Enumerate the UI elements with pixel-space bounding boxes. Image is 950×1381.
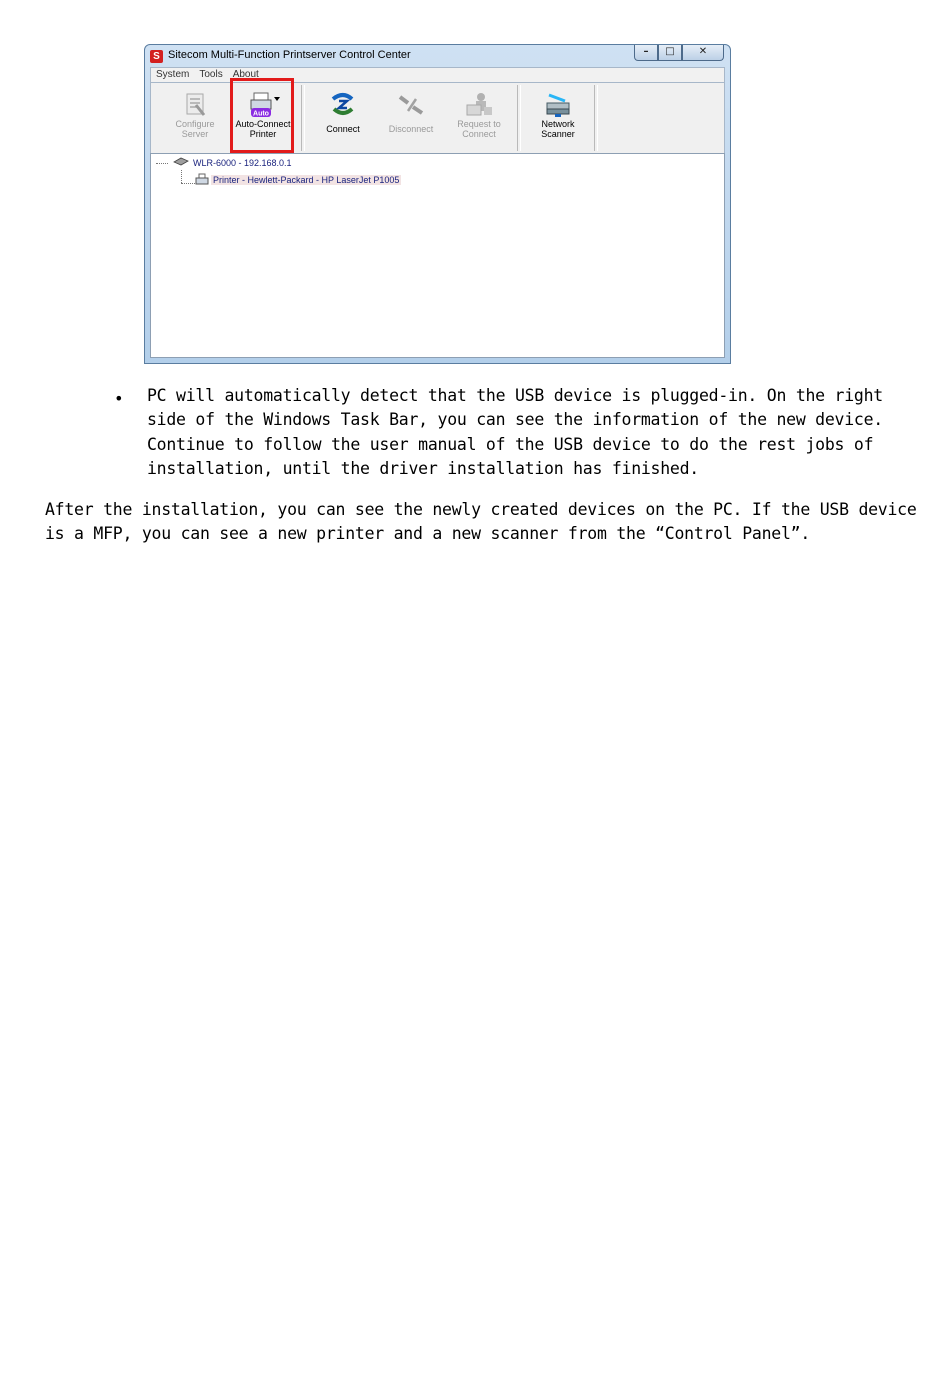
- menu-about[interactable]: About: [232, 69, 259, 80]
- auto-badge-text: Auto: [253, 110, 269, 118]
- configure-server-label-2: Server: [181, 129, 209, 139]
- body-paragraph: [45, 498, 917, 547]
- tree-connector: [156, 163, 168, 164]
- highlight-box: [230, 78, 294, 153]
- toolbar-separator: [594, 85, 598, 151]
- network-scanner-label-1: Network: [541, 119, 575, 129]
- tree-connector: [181, 183, 195, 184]
- auto-connect-label-1: Auto-Connect: [235, 119, 291, 129]
- toolbar-separator: [517, 85, 521, 151]
- maximize-button[interactable]: □: [658, 45, 682, 61]
- connect-label: Connect: [326, 124, 360, 134]
- title-bar[interactable]: [145, 45, 730, 67]
- tree-connector: [181, 170, 182, 183]
- connect-icon: [328, 91, 358, 119]
- paragraph-line: is a MFP, you can see a new printer and a new scanner from the “Control Panel”.: [45, 524, 811, 544]
- configure-server-label-1: Configure: [175, 119, 215, 129]
- minimize-button[interactable]: –: [634, 45, 658, 61]
- request-to-connect-label-2: Connect: [462, 129, 496, 139]
- bullet-line: PC will automatically detect that the USB device is plugged-in. On the right: [147, 386, 883, 405]
- close-button[interactable]: ✕: [682, 45, 724, 61]
- bullet-symbol: •: [114, 389, 124, 408]
- bullet-text: [147, 384, 883, 481]
- window-controls: [634, 45, 724, 61]
- network-scanner-icon: [543, 91, 573, 119]
- menu-tools[interactable]: Tools: [199, 69, 223, 80]
- tree-item-printer[interactable]: Printer - Hewlett-Packard - HP LaserJet P1005: [213, 175, 400, 185]
- disconnect-button[interactable]: [378, 87, 444, 147]
- network-scanner-label-2: Scanner: [541, 129, 575, 139]
- request-to-connect-label-1: Request to: [457, 119, 501, 129]
- network-scanner-button[interactable]: [525, 87, 591, 147]
- paragraph-line: After the installation, you can see the newly created devices on the PC. If the USB device: [45, 500, 917, 519]
- connect-button[interactable]: [310, 87, 376, 147]
- auto-connect-label-2: Printer: [249, 129, 277, 139]
- bullet-line: side of the Windows Task Bar, you can see the information of the new device.: [147, 410, 883, 430]
- router-icon: [173, 157, 189, 166]
- configure-server-button[interactable]: [162, 87, 228, 147]
- menu-system[interactable]: System: [156, 69, 190, 80]
- device-tree: [150, 153, 725, 358]
- bullet-line: installation, until the driver installation has finished.: [147, 458, 699, 478]
- sitecom-app-icon: S: [150, 50, 163, 63]
- disconnect-icon: [396, 91, 426, 119]
- configure-server-icon: [180, 91, 210, 119]
- toolbar-separator: [301, 85, 305, 151]
- disconnect-label: Disconnect: [388, 124, 434, 134]
- bullet-line: Continue to follow the user manual of the USB device to do the rest jobs of: [147, 434, 874, 454]
- request-to-connect-button[interactable]: [446, 87, 512, 147]
- request-to-connect-icon: [464, 91, 494, 119]
- printer-icon: [195, 173, 209, 187]
- tree-item-server[interactable]: WLR-6000 - 192.168.0.1: [193, 158, 292, 168]
- window-title: Sitecom Multi-Function Printserver Control Center: [168, 49, 411, 61]
